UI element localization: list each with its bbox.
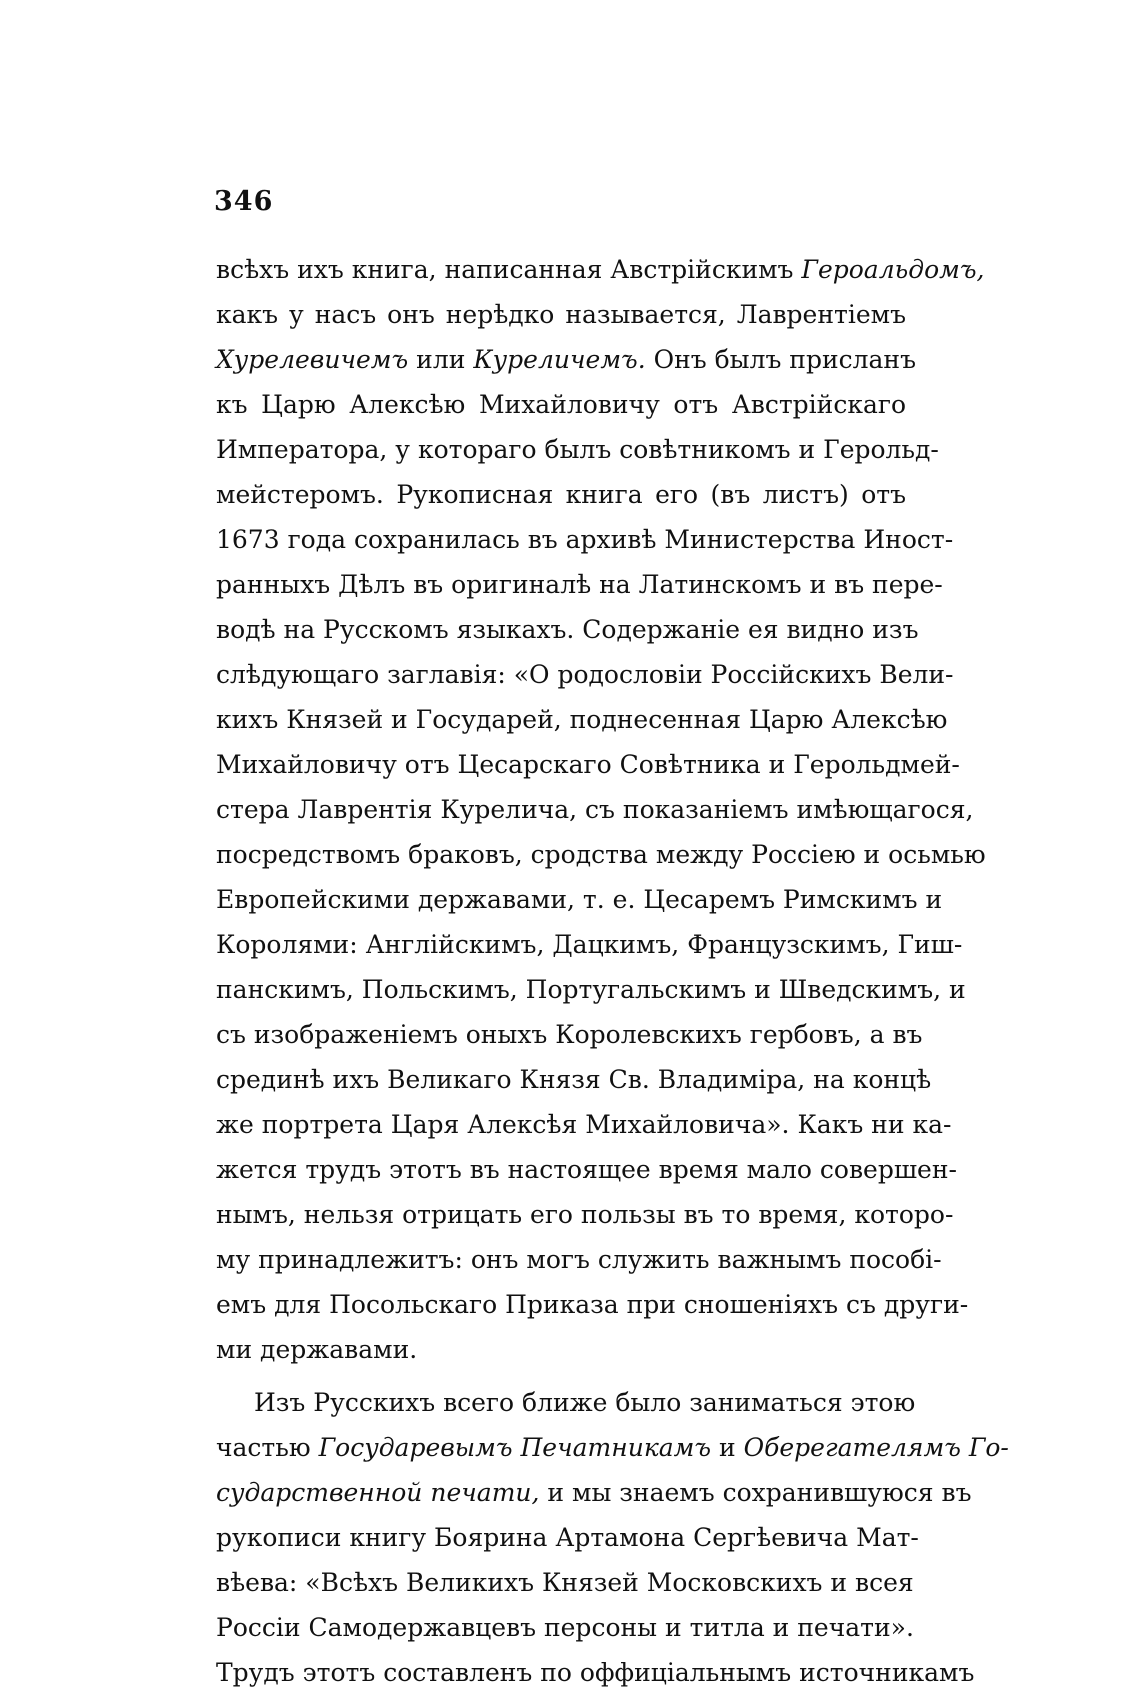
text-line xyxy=(216,922,963,967)
paragraph-gap xyxy=(216,1372,906,1380)
text-line xyxy=(216,967,966,1012)
text-line xyxy=(216,1425,1009,1470)
text-line xyxy=(216,1605,914,1650)
text-line xyxy=(216,1470,972,1515)
italic-run: Государевымъ Печатникамъ xyxy=(318,1433,712,1462)
text-run: емъ для Посольскаго Приказа при сношенiяхъ съ други- xyxy=(216,1290,969,1319)
italic-run: Героальдомъ, xyxy=(801,255,985,284)
text-run: срединѣ ихъ Великаго Князя Св. Владимiра, на концѣ xyxy=(216,1065,932,1094)
italic-run: сударственной печати, xyxy=(216,1478,540,1507)
text-run: водѣ на Русскомъ языкахъ. Содержанiе ея видно изъ xyxy=(216,615,919,644)
text-line xyxy=(216,1012,923,1057)
body-text xyxy=(216,247,1009,1695)
italic-run: Оберегателямъ xyxy=(743,1433,961,1462)
text-line xyxy=(216,1192,954,1237)
text-line xyxy=(216,247,985,292)
text-line xyxy=(216,607,919,652)
text-line xyxy=(216,1380,916,1425)
text-run: посредствомъ браковъ, сродства между Россiею и осьмью xyxy=(216,840,986,869)
text-run: ранныхъ Дѣлъ въ оригиналѣ на Латинскомъ и въ пере- xyxy=(216,570,943,599)
text-run: стера Лаврентiя Курелича, съ показанiемъ имѣющагося, xyxy=(216,795,974,824)
text-run: Императора, у котораго былъ совѣтникомъ и Герольд- xyxy=(216,435,939,464)
text-run: же портрета Царя Алексѣя Михайловича». Какъ ни ка- xyxy=(216,1110,952,1139)
text-line xyxy=(216,1560,914,1605)
text-line xyxy=(216,1650,975,1695)
text-line xyxy=(216,1237,942,1282)
text-line xyxy=(216,787,974,832)
text-run: мейстеромъ. Рукописная книга его (въ листъ) отъ xyxy=(216,480,906,509)
text-run: Изъ Русскихъ всего ближе было заниматься этою xyxy=(254,1388,916,1417)
text-run: какъ у насъ онъ нерѣдко называется, Лаврентiемъ xyxy=(216,300,906,329)
text-line xyxy=(216,382,906,427)
text-run: или xyxy=(408,345,474,374)
text-line xyxy=(216,472,906,517)
text-line xyxy=(216,562,943,607)
paragraph xyxy=(216,247,986,1372)
text-run: Россiи Самодержавцевъ персоны и титла и печати». xyxy=(216,1613,914,1642)
text-run: панскимъ, Польскимъ, Португальскимъ и Шведскимъ, и xyxy=(216,975,966,1004)
text-line xyxy=(216,1102,952,1147)
text-run: Трудъ этотъ составленъ по оффицiальнымъ источникамъ xyxy=(216,1658,975,1687)
text-line xyxy=(216,877,943,922)
text-run: ми державами. xyxy=(216,1335,418,1364)
text-line xyxy=(216,517,954,562)
text-run: Европейскими державами, т. е. Цесаремъ Римскимъ и xyxy=(216,885,943,914)
text-line xyxy=(216,1147,957,1192)
text-run: и xyxy=(711,1433,744,1462)
text-run: Королями: Англiйскимъ, Дацкимъ, Французскимъ, Гиш- xyxy=(216,930,963,959)
text-line xyxy=(216,427,939,472)
text-line xyxy=(216,1057,932,1102)
text-line xyxy=(216,1282,969,1327)
text-line xyxy=(216,697,948,742)
text-run: кихъ Князей и Государей, поднесенная Царю Алексѣю xyxy=(216,705,948,734)
italic-run: Хурелевичемъ xyxy=(216,345,409,374)
text-line xyxy=(216,832,986,877)
text-line xyxy=(216,292,906,337)
text-run: рукописи книгу Боярина Артамона Сергѣевича Мат- xyxy=(216,1523,919,1552)
text-run: всѣхъ ихъ книга, написанная Австрiйскимъ xyxy=(216,255,802,284)
text-run: и мы знаемъ сохранившуюся въ xyxy=(539,1478,972,1507)
text-line xyxy=(216,1515,919,1560)
text-run: слѣдующаго заглавiя: «О родословiи Россiйскихъ Вели- xyxy=(216,660,954,689)
text-line xyxy=(216,337,916,382)
text-run: 1673 года сохранилась въ архивѣ Министерства Иност- xyxy=(216,525,954,554)
text-run: къ Царю Алексѣю Михайловичу отъ Австрiйскаго xyxy=(216,390,906,419)
text-run xyxy=(961,1433,969,1462)
text-line xyxy=(216,742,960,787)
text-run: Онъ былъ присланъ xyxy=(645,345,916,374)
text-run: нымъ, нельзя отрицать его пользы въ то время, которо- xyxy=(216,1200,954,1229)
text-line xyxy=(216,652,954,697)
text-run: му принадлежитъ: онъ могъ служить важнымъ пособi- xyxy=(216,1245,942,1274)
text-run: частью xyxy=(216,1433,319,1462)
paragraph xyxy=(216,1380,1009,1695)
italic-run: Куреличемъ. xyxy=(473,345,646,374)
text-run: Михайловичу отъ Цесарскаго Совѣтника и Герольдмей- xyxy=(216,750,960,779)
text-run: вѣева: «Всѣхъ Великихъ Князей Московскихъ и всея xyxy=(216,1568,914,1597)
italic-run: Го- xyxy=(968,1433,1009,1462)
text-run: жется трудъ этотъ въ настоящее время мало совершен- xyxy=(216,1155,957,1184)
text-run: съ изображенiемъ оныхъ Королевскихъ гербовъ, а въ xyxy=(216,1020,923,1049)
text-line xyxy=(216,1327,906,1372)
page-number: 346 xyxy=(214,186,274,217)
